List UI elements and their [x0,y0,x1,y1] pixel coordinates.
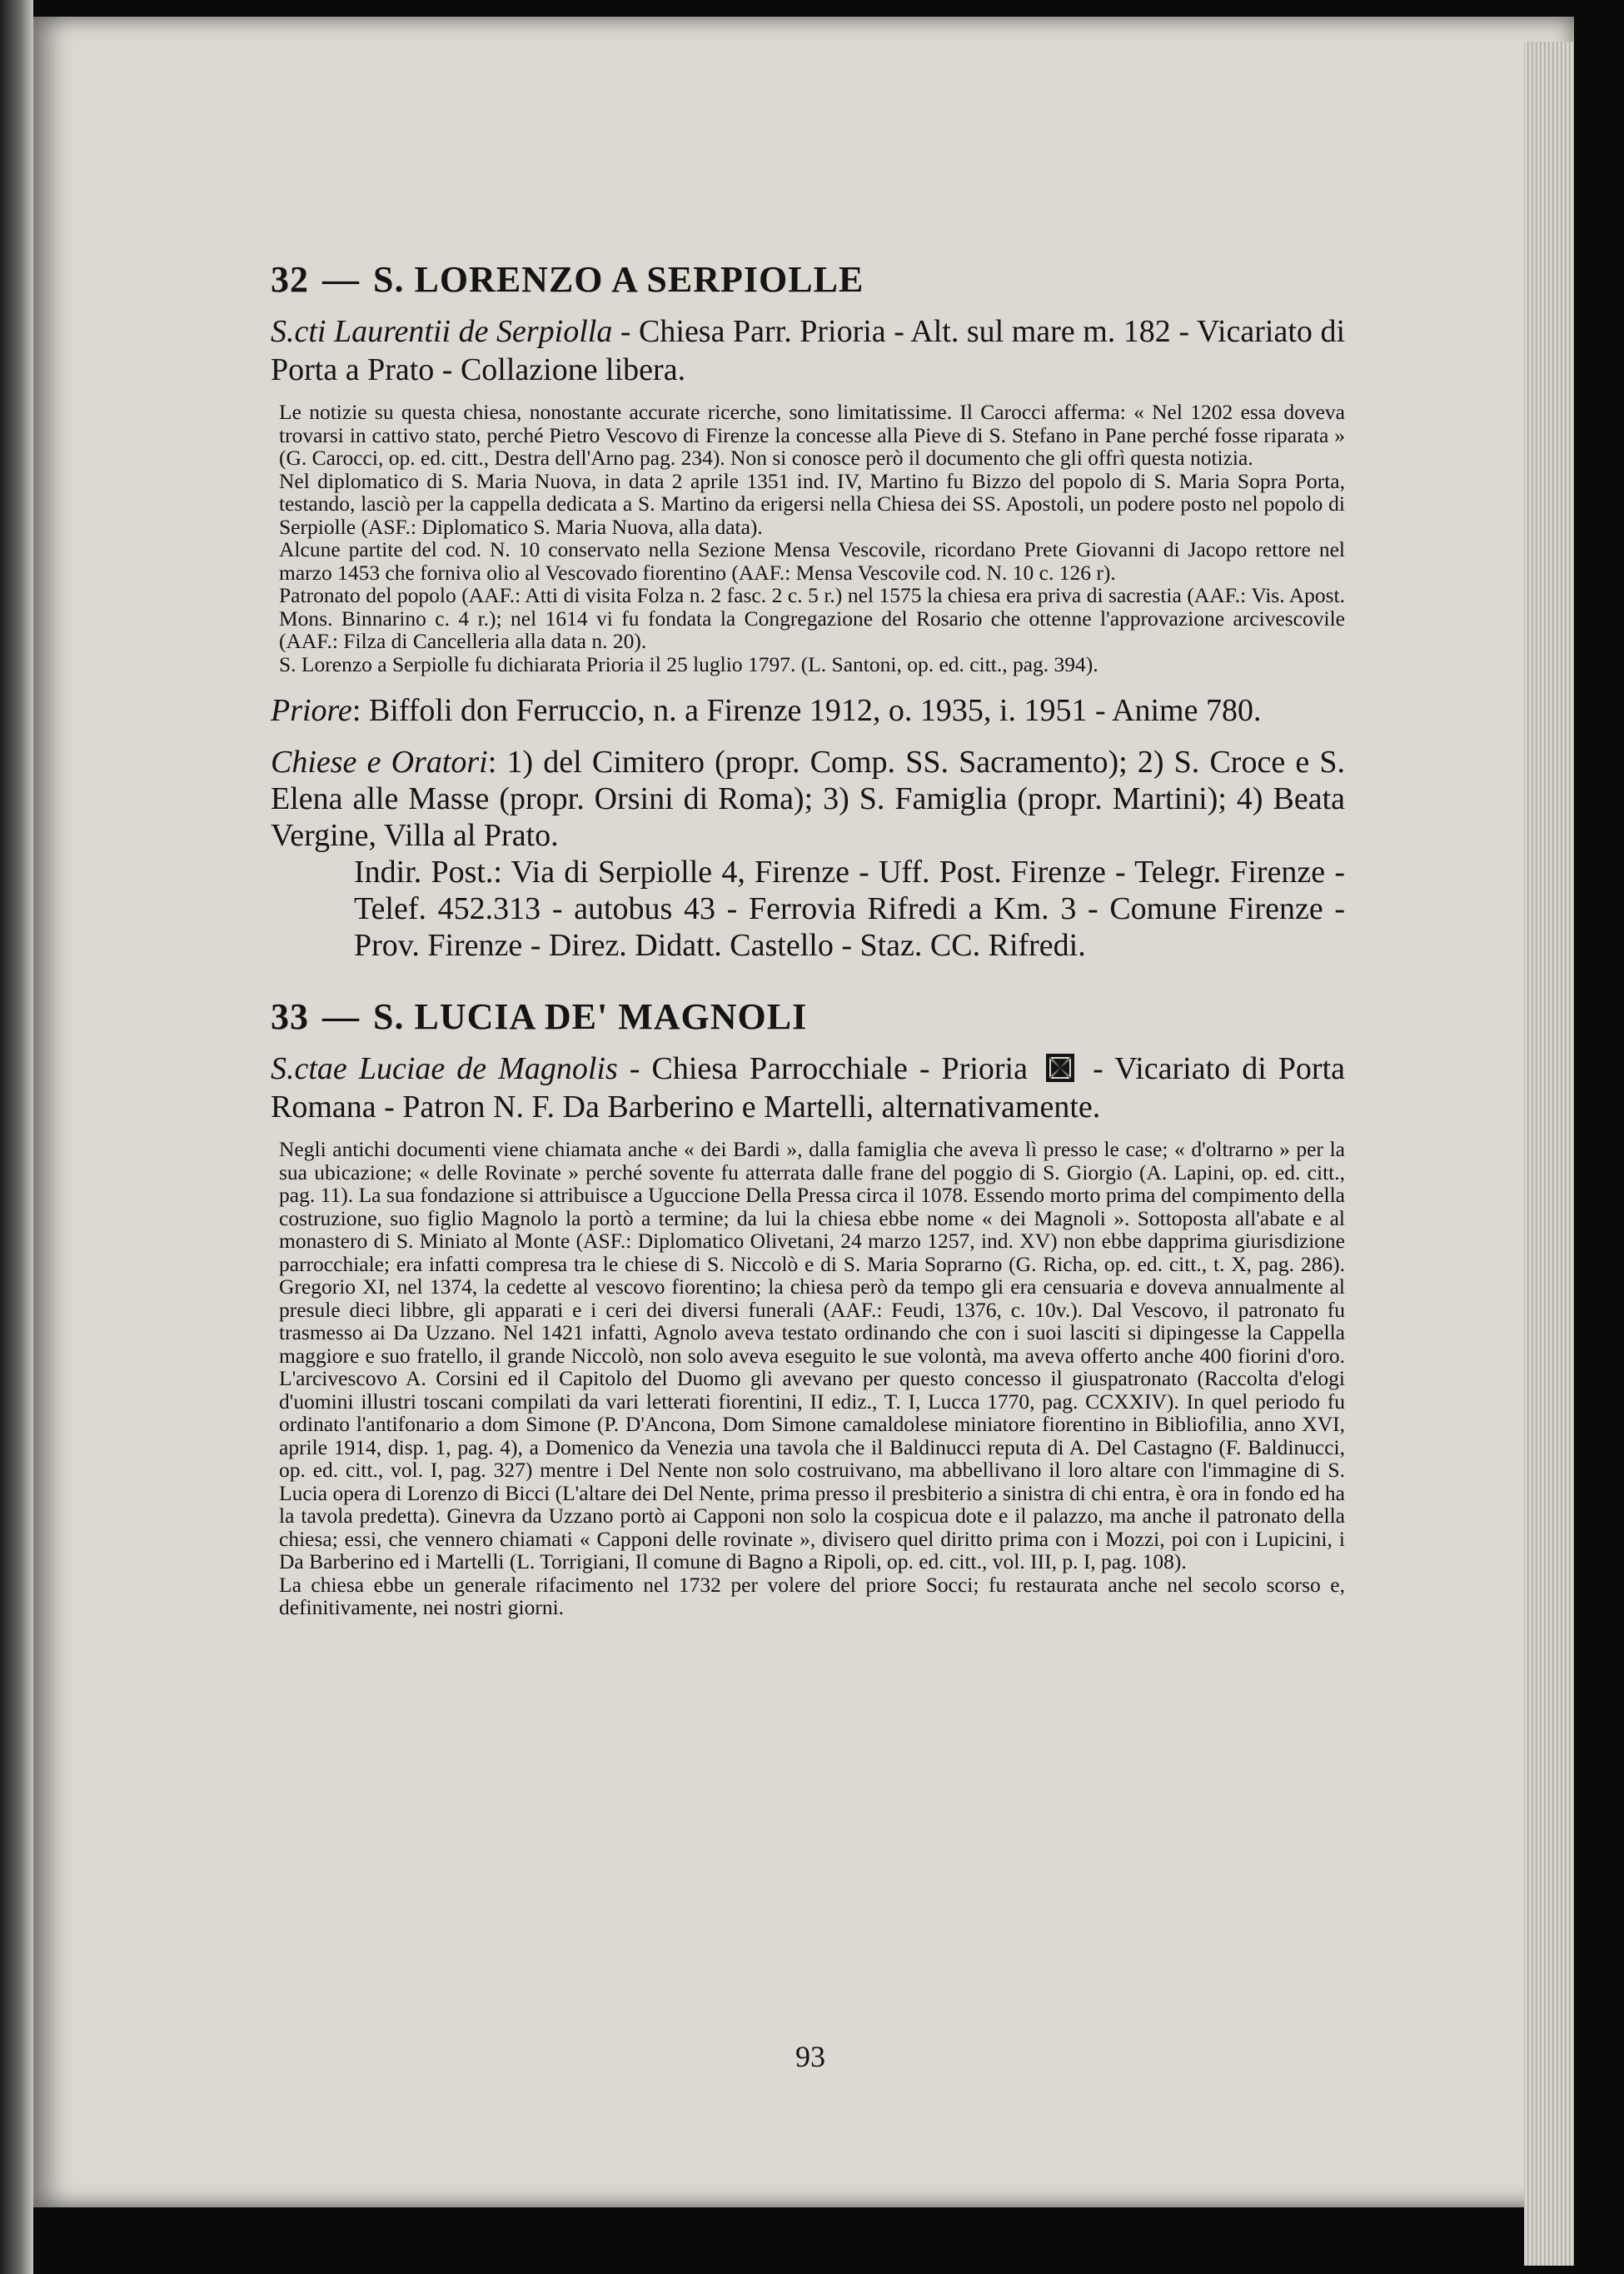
latin-name: S.ctae Luciae de Magnolis [271,1051,618,1086]
entry-heading [271,995,1345,1038]
note-paragraph: Alcune partite del cod. N. 10 conservato nella Sezione Mensa Vescovile, ricordano Prete Giovanni di Jacopo rettore nel marzo 1453 che forniva olio al Vescovado fiorentino (AAF.: Mensa Vescovile cod. N. 10 c. 126 r). [279,537,1345,585]
note-paragraph: Le notizie su questa chiesa, nonostante accurate ricerche, sono limitatissime. Il Carocci afferma: « Nel 1202 essa doveva trovarsi in cattivo stato, perché Pietro Vescovo di Firenze la concesse alla Pieve di S. Stefano in Pane perché fosse riparata » (G. Carocci, op. ed. citt., Destra dell'Arno pag. 234). Non si conosce però il documento che gli offrì questa notizia. [279,400,1345,470]
lead-text-mid: - Chiesa Parrocchiale - Prioria [617,1051,1040,1086]
book-spine-edge [0,0,33,2274]
note-paragraph: La chiesa ebbe un generale rifacimento nel 1732 per volere del priore Socci; fu restaurata anche nel secolo scorso e, definitivamente, nei nostri giorni. [279,1572,1345,1619]
entry-dash: — [322,259,360,300]
priore-text: : Biffoli don Ferruccio, n. a Firenze 1912, o. 1935, i. 1951 - Anime 780. [351,693,1262,728]
latin-name: S.cti Laurentii de Serpiolla [271,314,613,349]
lead-text: - Chiesa Parr. Prioria - Alt. sul mare m. 182 - Vicariato di Porta a Prato - Collazione libera. [271,314,1345,387]
note-paragraph: Negli antichi documenti viene chiamata anche « dei Bardi », dalla famiglia che aveva lì presso le case; « d'oltrarno » per la sua ubicazione; « delle Rovinate » perché sovente fu atterrata dalle frane del poggio di S. Giorgio (A. Lapini, op. ed. citt., pag. 11). La sua fondazione si attribuisce a Uguccione Della Pressa circa il 1078. Essendo morto prima del compimento della costruzione, suo figlio Magnolo la portò a termine; da lui la chiesa ebbe nome « dei Magnoli ». Sottoposta all'abate e al monastero di S. Miniato al Monte (ASF.: Diplomatico Olivetani, 24 marzo 1257, ind. XV) non ebbe dapprima giurisdizione parrocchiale; era infatti compresa tra le chiese di S. Niccolò e di S. Maria Soprarno (G. Richa, op. ed. citt., t. X, pag. 286). Gregorio XI, nel 1374, la cedette al vescovo fiorentino; la chiesa però da tempo gli era censuaria e doveva annualmente al presule dieci libbre, gli apparati e i ceri dei diversi funerali (AAF.: Feudi, 1376, c. 10v.). Dal Vescovo, il patronato fu trasmesso ai Da Uzzano. Nel 1421 infatti, Agnolo aveva testato ordinando che con i suoi lasciti si dipingesse la Cappella maggiore e suo fratello, il grande Niccolò, non solo aveva eseguito le sue volontà, ma aveva offerto anche 400 fiorini d'oro. L'arcivescovo A. Corsini ed il Capitolo del Duomo gli avevano per questo concesso il giuspatronato (Raccolta d'elogi d'uomini illustri toscani compilati da vari letterati fiorentini, II ediz., T. I, Lucca 1770, pag. CCXXIV). In quel periodo fu ordinato l'antifonario a dom Simone (P. D'Ancona, Dom Simone camaldolese miniatore fiorentino in Bibliofilia, anno XVI, aprile 1914, disp. 1, pag. 4), a Domenico da Venezia una tavola che il Baldinucci reputa di A. Del Castagno (F. Baldinucci, op. ed. citt., vol. I, pag. 327) mentre i Del Nente non solo costruivano, ma abbellivano il loro altare con l'immagine di S. Lucia opera di Lorenzo di Bicci (L'altare dei Del Nente, prima presso il presbiterio a sinistra di chi entra, è ora in fondo ed ha la tavola predetta). Ginevra da Uzzano portò ai Capponi non solo la cospicua dote e il palazzo, ma anche il patronato della chiesa; essi, che vennero chiamati « Capponi delle rovinate », divisero quel diritto prima con i Mozzi, poi con i Lupicini, i Da Barberino ed i Martelli (L. Torrigiani, Il comune di Bagno a Ripoli, op. ed. citt., vol. III, p. I, pag. 108). [279,1137,1345,1573]
lead-text: - Vicariato di Porta Romana - Patron N. F. Da Barberino e Martelli, alternativamente. [271,1051,1346,1125]
entry-title: S. LUCIA DE' MAGNOLI [373,996,808,1037]
page-stack-edge [1524,42,1574,2266]
note-paragraph: Nel diplomatico di S. Maria Nuova, in data 2 aprile 1351 ind. IV, Martino fu Bizzo del popolo di S. Maria Sopra Porta, testando, lasciò per la cappella dedicata a S. Martino da erigersi nella Chiesa dei SS. Apostoli, un podere posto nel popolo di Serpiolle (ASF.: Diplomatico S. Maria Nuova, alla data). [279,468,1345,539]
maltese-cross-icon [1046,1054,1074,1082]
entry-lead [271,312,1345,389]
entry-heading [271,258,1345,301]
entry-number: 32 [271,259,309,300]
entry-dash: — [322,996,360,1037]
entry-number: 33 [271,996,309,1037]
page-number: 93 [795,2040,825,2073]
entry-lead [271,1050,1345,1126]
indirizzo-text: Indir. Post.: Via di Serpiolle 4, Firenze - Uff. Post. Firenze - Telegr. Firenze - Telef. 452.313 - autobus 43 - Ferrovia Rifredi a Km. 3 - Comune Firenze - Prov. Firenze - Direz. Didatt. Castello - Staz. CC. Rifredi. [354,855,1345,963]
entry-33 [271,995,1345,1619]
note-paragraph: S. Lorenzo a Serpiolle fu dichiarata Prioria il 25 luglio 1797. (L. Santoni, op. ed. citt., pag. 394). [279,651,1098,676]
chiese-label: Chiese e Oratori [271,745,488,780]
chiese-text: : 1) del Cimitero (propr. Comp. SS. Sacramento); 2) S. Croce e S. Elena alle Masse (propr. Orsini di Roma); 3) S. Famiglia (propr. Martini); 4) Beata Vergine, Villa al Prato. [271,745,1345,853]
entry-title: S. LORENZO A SERPIOLLE [373,259,864,300]
note-paragraph: Patronato del popolo (AAF.: Atti di visita Folza n. 2 fasc. 2 c. 5 r.) nel 1575 la chiesa era priva di sacrestia (AAF.: Vis. Apost. Mons. Binnarino c. 4 r.); nel 1614 vi fu fondata la Congregazione del Rosario che ottenne l'approvazione arcivescovile (AAF.: Filza di Cancelleria alla data n. 20). [279,583,1345,653]
page-content [271,258,1345,1636]
priore-label: Priore [271,693,352,728]
chiese-field [271,744,1345,964]
historical-notes [271,401,1345,676]
priore-field [271,692,1345,729]
entry-32 [271,258,1345,964]
historical-notes [271,1138,1345,1619]
